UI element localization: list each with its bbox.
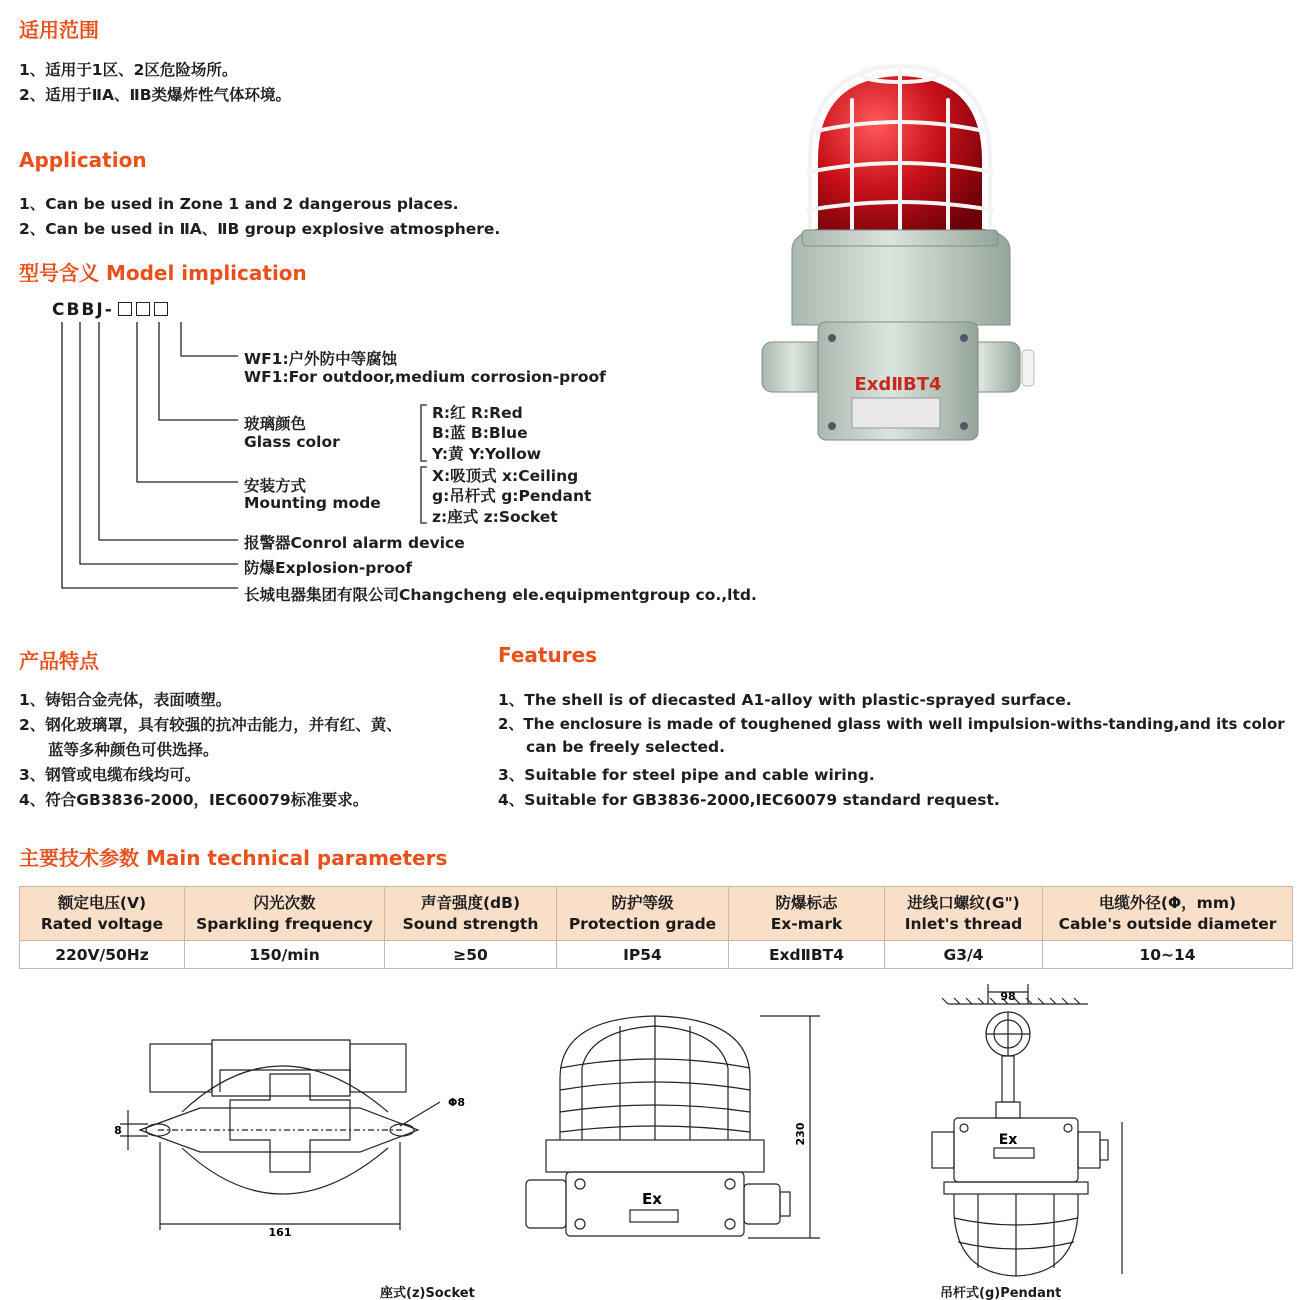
model-title: 型号含义 Model implication	[19, 261, 307, 285]
features-cn-title: 产品特点	[19, 649, 99, 673]
product-photo	[740, 60, 1060, 450]
value-ex-mark: ExdⅡBT4	[729, 941, 885, 969]
mount-option-ceiling: X:吸顶式 x:Ceiling	[432, 467, 579, 485]
feature-en-2: 2、The enclosure is made of toughened glass with well impulsion-withs-tanding,and its color	[498, 715, 1285, 733]
socket-dim-diameter: Φ8	[448, 1096, 466, 1109]
value-sound-strength: ≥50	[385, 941, 557, 969]
mounting-mode-en: Mounting mode	[244, 494, 381, 512]
params-table	[19, 886, 1293, 969]
explosion-proof: 防爆Explosion-proof	[244, 559, 413, 577]
ex-mark-label: ExdⅡBT4	[854, 374, 942, 395]
glass-option-blue: B:蓝 B:Blue	[432, 424, 528, 442]
scope-item-2: 2、适用于ⅡA、ⅡB类爆炸性气体环境。	[19, 86, 292, 104]
feature-cn-1: 1、铸铝合金壳体，表面喷塑。	[19, 691, 232, 709]
header-inlet-thread: 进线口螺纹(G") Inlet's thread	[885, 887, 1043, 941]
application-title: Application	[19, 148, 147, 172]
header-ex-mark: 防爆标志 Ex-mark	[729, 887, 885, 941]
front-dim-height: 230	[794, 1122, 807, 1146]
feature-en-2b: can be freely selected.	[526, 738, 725, 756]
model-tree-lines	[0, 0, 700, 620]
scope-title: 适用范围	[19, 18, 99, 42]
glass-color-en: Glass color	[244, 433, 340, 451]
value-inlet-thread: G3/4	[885, 941, 1043, 969]
feature-en-4: 4、Suitable for GB3836-2000,IEC60079 standard request.	[498, 791, 1000, 809]
value-protection-grade: IP54	[557, 941, 729, 969]
company-name: 长城电器集团有限公司Changcheng ele.equipmentgroup co.,ltd.	[244, 586, 757, 604]
glass-option-red: R:红 R:Red	[432, 404, 523, 422]
wf1-en: WF1:For outdoor,medium corrosion-proof	[244, 368, 606, 386]
socket-dim-hole: 8	[114, 1124, 122, 1137]
alarm-device: 报警器Conrol alarm device	[244, 534, 465, 552]
header-sound-strength: 声音强度(dB) Sound strength	[385, 887, 557, 941]
socket-drawing	[100, 1030, 480, 1250]
wf1-cn: WF1:户外防中等腐蚀	[244, 350, 398, 368]
socket-caption: 座式(z)Socket	[380, 1286, 475, 1300]
value-cable-diameter: 10~14	[1043, 941, 1293, 969]
model-code-prefix: CBBJ-	[52, 300, 114, 320]
front-ex-label: Ex	[642, 1190, 662, 1208]
pendant-ex-label: Ex	[998, 1132, 1018, 1148]
socket-dim-width: 161	[268, 1226, 292, 1239]
header-protection-grade: 防护等级 Protection grade	[557, 887, 729, 941]
glass-option-yellow: Y:黄 Y:Yollow	[432, 445, 542, 463]
mount-option-socket: z:座式 z:Socket	[432, 508, 558, 526]
pendant-dim-top: 98	[1000, 990, 1016, 1003]
feature-en-3: 3、Suitable for steel pipe and cable wiring.	[498, 766, 875, 784]
params-title: 主要技术参数 Main technical parameters	[19, 846, 448, 870]
glass-color-cn: 玻璃颜色	[244, 415, 307, 433]
params-header-row	[20, 887, 1293, 941]
pendant-caption: 吊杆式(g)Pendant	[940, 1286, 1062, 1300]
header-cable-diameter: 电缆外径(Φ，mm) Cable's outside diameter	[1043, 887, 1293, 941]
feature-cn-3: 3、钢管或电缆布线均可。	[19, 766, 201, 784]
application-item-1: 1、Can be used in Zone 1 and 2 dangerous places.	[19, 195, 459, 213]
features-en-title: Features	[498, 643, 598, 667]
mounting-mode-cn: 安装方式	[244, 477, 307, 495]
application-item-2: 2、Can be used in ⅡA、ⅡB group explosive atmosphere.	[19, 220, 501, 238]
feature-cn-2b: 蓝等多种颜色可供选择。	[48, 741, 219, 759]
front-drawing	[520, 1008, 820, 1253]
feature-en-1: 1、The shell is of diecasted A1-alloy with plastic-sprayed surface.	[498, 691, 1072, 709]
feature-cn-4: 4、符合GB3836-2000，IEC60079标准要求。	[19, 791, 369, 809]
header-rated-voltage: 额定电压(V) Rated voltage	[20, 887, 185, 941]
mount-option-pendant: g:吊杆式 g:Pendant	[432, 487, 592, 505]
scope-item-1: 1、适用于1区、2区危险场所。	[19, 61, 238, 79]
pendant-drawing	[918, 982, 1138, 1282]
header-sparkling-frequency: 闪光次数 Sparkling frequency	[185, 887, 385, 941]
params-value-row	[20, 941, 1293, 969]
value-rated-voltage: 220V/50Hz	[20, 941, 185, 969]
value-sparkling-frequency: 150/min	[185, 941, 385, 969]
feature-cn-2: 2、钢化玻璃罩，具有较强的抗冲击能力，并有红、黄、	[19, 716, 402, 734]
